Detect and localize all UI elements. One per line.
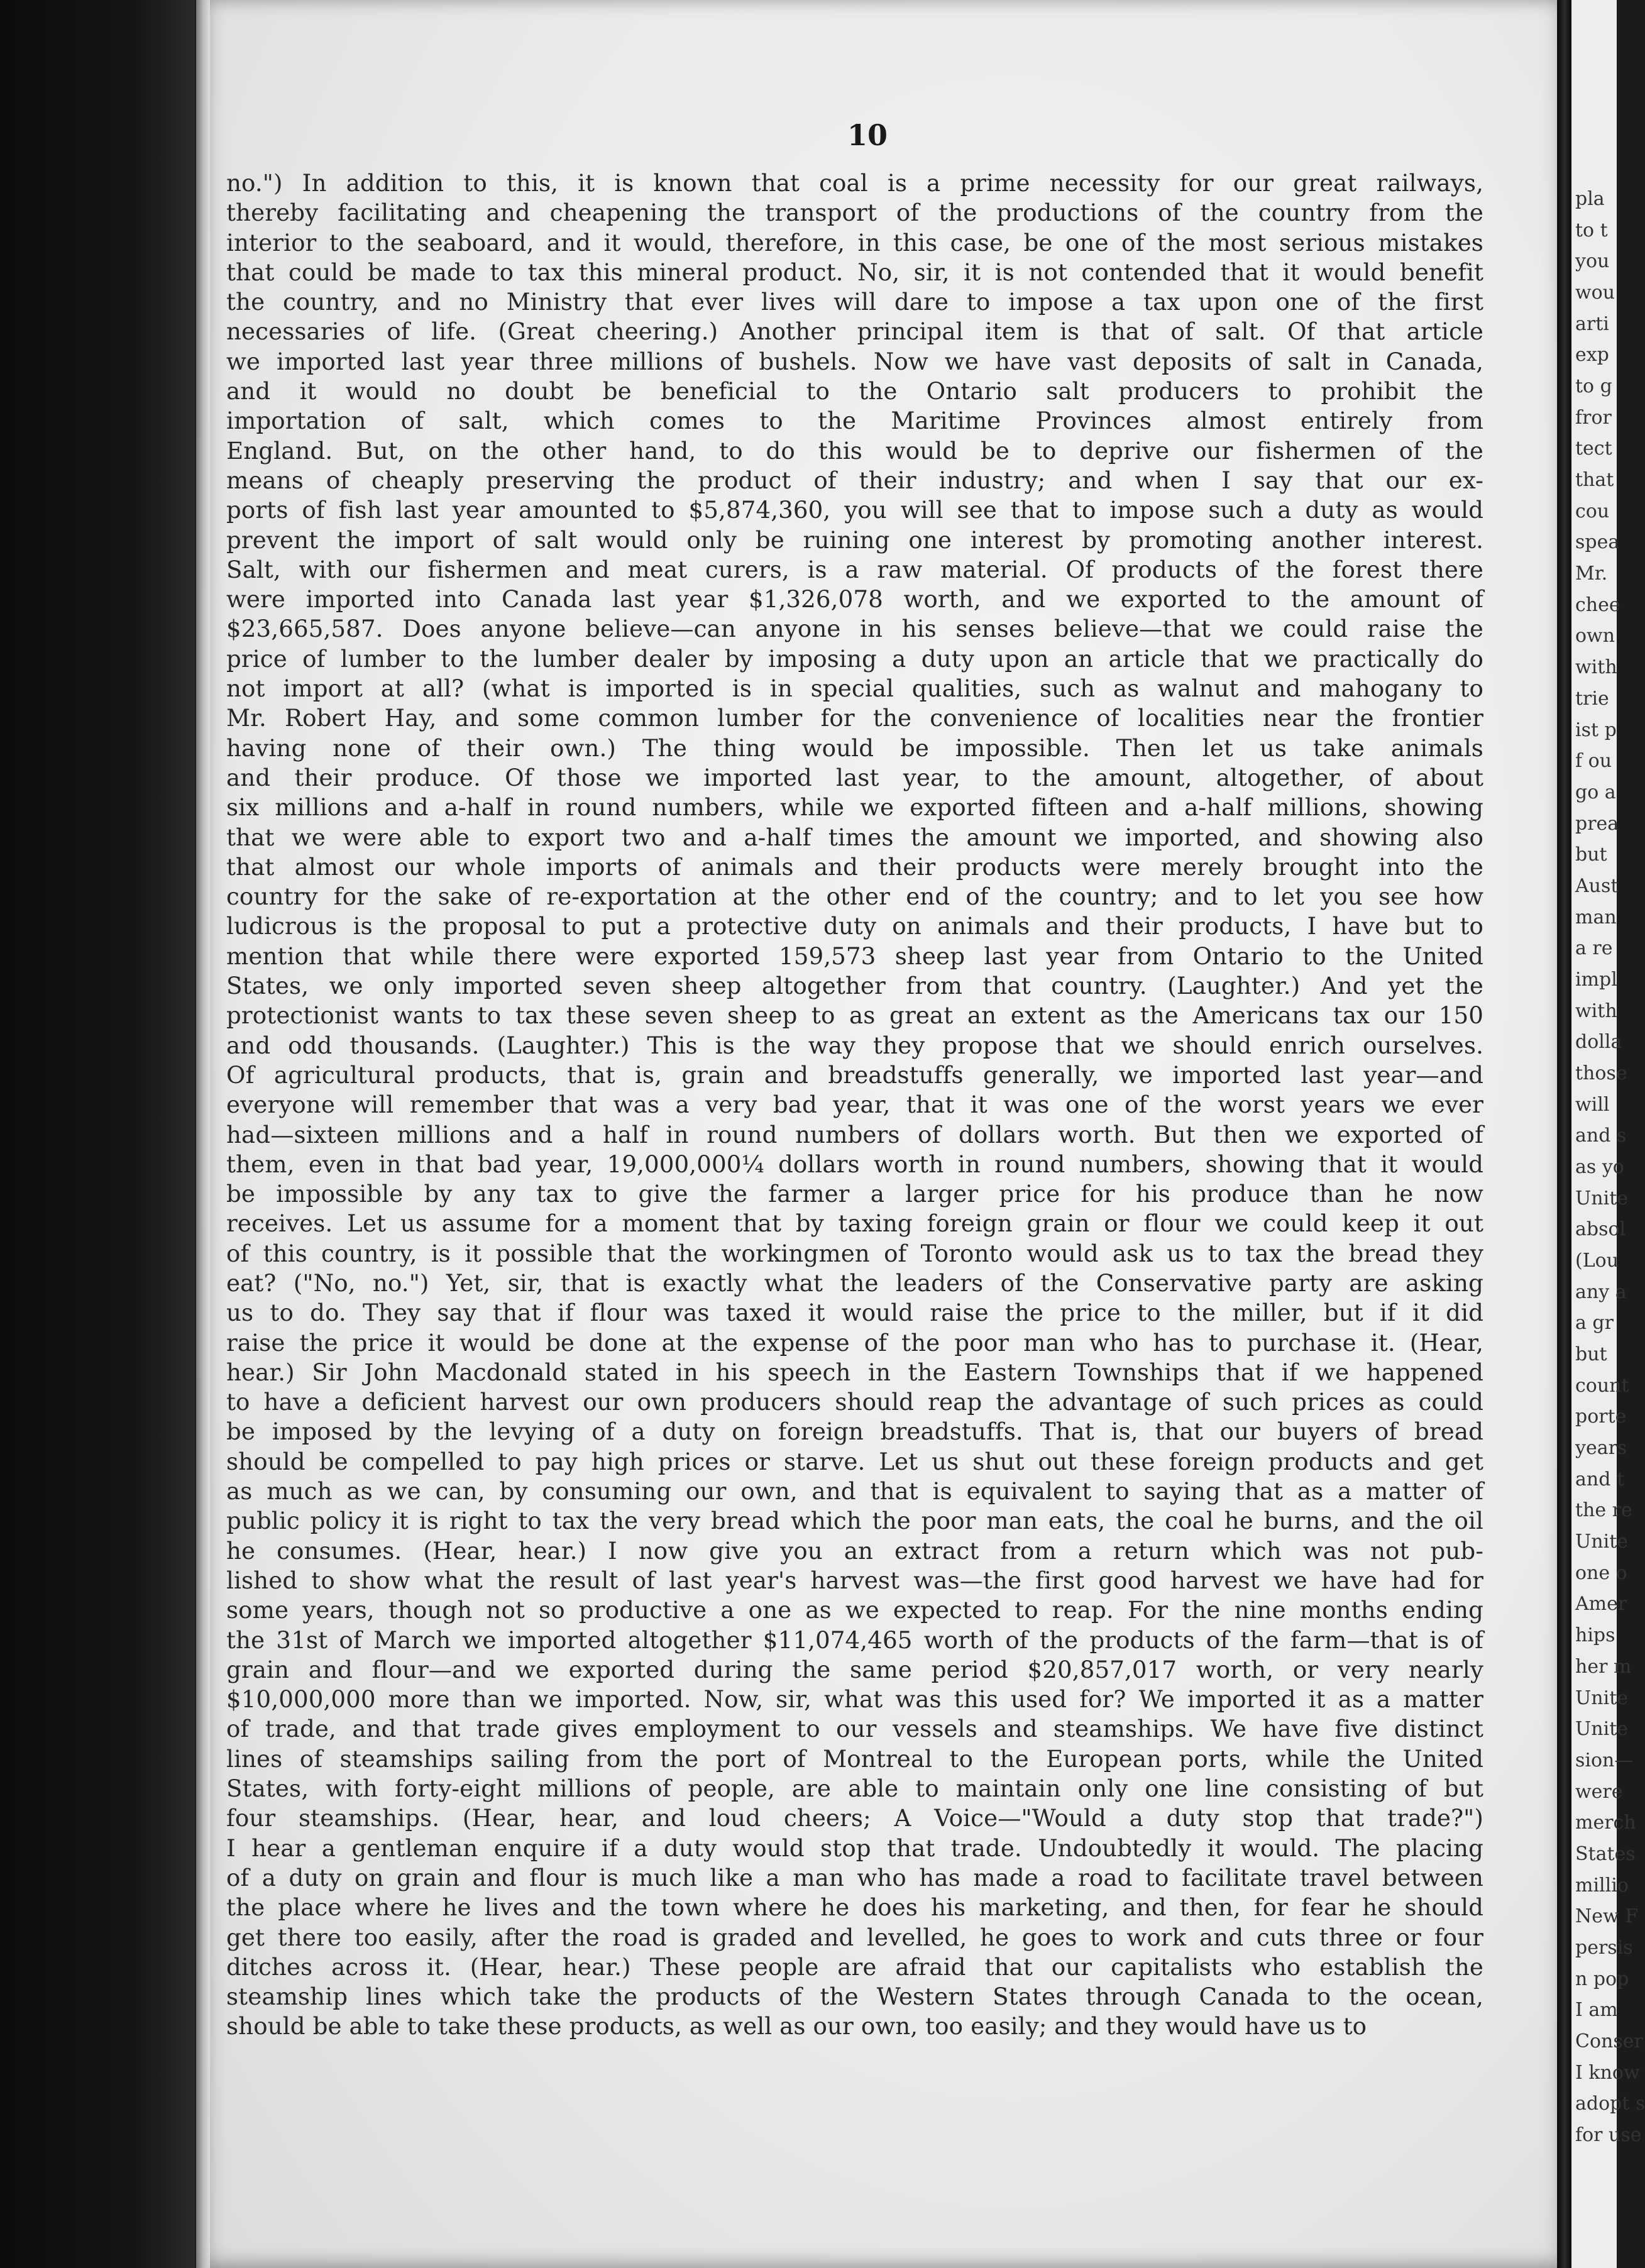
adjacent-page-text-fragment: those [1575, 1062, 1627, 1084]
text-line: the country, and no Ministry that ever lives will dare to impose a tax upon one of the first [226, 288, 1483, 316]
adjacent-page-text-fragment: ist p [1575, 719, 1617, 741]
text-line: he consumes. (Hear, hear.) I now give you an extract from a return which was not pub- [226, 1536, 1483, 1565]
adjacent-page-text-fragment: with [1575, 656, 1617, 678]
adjacent-page-text-fragment: own [1575, 625, 1615, 647]
adjacent-page-text-fragment: any a [1575, 1281, 1627, 1303]
adjacent-page-text-fragment: dolla [1575, 1031, 1622, 1053]
adjacent-page-text-fragment: one o [1575, 1562, 1627, 1584]
adjacent-page-text-fragment: cou [1575, 500, 1610, 522]
adjacent-page-text-fragment: (Lou [1575, 1250, 1619, 1272]
adjacent-page-text-fragment: for use [1575, 2124, 1642, 2146]
text-line: the place where he lives and the town where he does his marketing, and then, for fear he should [226, 1893, 1483, 1922]
adjacent-page-text-fragment: wou [1575, 282, 1615, 304]
adjacent-page-text-fragment: the re [1575, 1499, 1632, 1521]
adjacent-page-text-fragment: chee [1575, 594, 1620, 616]
adjacent-page-text-fragment: a re [1575, 937, 1613, 959]
adjacent-page-text-fragment: porte [1575, 1406, 1627, 1428]
adjacent-page-text-fragment: fror [1575, 407, 1612, 429]
text-line: means of cheaply preserving the product of their industry; and when I say that our ex- [226, 466, 1483, 494]
text-line: $10,000,000 more than we imported. Now, sir, what was this used for? We imported it as a matter [226, 1685, 1483, 1714]
adjacent-page-text-fragment: arti [1575, 313, 1609, 335]
text-line: some years, though not so productive a one as we expected to reap. For the nine months ending [226, 1596, 1483, 1624]
text-line: get there too easily, after the road is graded and levelled, he goes to work and cuts three or four [226, 1923, 1483, 1951]
adjacent-page-text-fragment: tect [1575, 438, 1612, 460]
adjacent-page-text-fragment: to t [1575, 219, 1608, 241]
text-line: we imported last year three millions of bushels. Now we have vast deposits of salt in Canada, [226, 347, 1483, 375]
text-line: of trade, and that trade gives employment to our vessels and steamships. We have five distinct [226, 1715, 1483, 1743]
adjacent-page-text-fragment: were [1575, 1781, 1623, 1803]
adjacent-page-text-fragment: spea [1575, 531, 1620, 553]
text-line: thereby facilitating and cheapening the transport of the productions of the country from the [226, 199, 1483, 227]
text-line: price of lumber to the lumber dealer by imposing a duty upon an article that we practically do [226, 644, 1483, 673]
text-line: everyone will remember that was a very bad year, that it was one of the worst years we ever [226, 1091, 1483, 1119]
text-line: protectionist wants to tax these seven sheep to as great an extent as the Americans tax our 150 [226, 1001, 1483, 1030]
adjacent-page-text-fragment: absol [1575, 1218, 1626, 1240]
adjacent-page-text-fragment: prea [1575, 813, 1619, 835]
adjacent-page-text-fragment: but [1575, 844, 1607, 866]
adjacent-page-text-fragment: Mr. [1575, 563, 1608, 585]
adjacent-page-text-fragment: and t [1575, 1468, 1625, 1490]
adjacent-page-text-fragment: trie [1575, 688, 1609, 710]
adjacent-page-text-fragment: pla [1575, 188, 1605, 210]
adjacent-page-text-fragment: New F [1575, 1905, 1639, 1927]
text-line: lished to show what the result of last year's harvest was—the first good harvest we have had for [226, 1566, 1483, 1594]
adjacent-page-text-fragment: Unite [1575, 1687, 1629, 1709]
text-line: to have a deficient harvest our own producers should reap the advantage of such prices as could [226, 1388, 1483, 1416]
adjacent-page-text-fragment: Amer [1575, 1593, 1627, 1615]
text-line: States, with forty-eight millions of people, are able to maintain only one line consisting of but [226, 1775, 1483, 1803]
text-line: that almost our whole imports of animals and their products were merely brought into the [226, 852, 1483, 881]
text-line: $23,665,587. Does anyone believe—can anyone in his senses believe—that we could raise the [226, 615, 1483, 643]
text-line: six millions and a-half in round numbers, while we exported fifteen and a-half millions, showing [226, 793, 1483, 822]
text-line: hear.) Sir John Macdonald stated in his speech in the Eastern Townships that if we happened [226, 1358, 1483, 1386]
adjacent-page-text-fragment: and s [1575, 1125, 1627, 1147]
text-line: not import at all? (what is imported is in special qualities, such as walnut and mahogany to [226, 674, 1483, 703]
text-line: and odd thousands. (Laughter.) This is the way they propose that we should enrich ourselves. [226, 1031, 1483, 1059]
text-line: had—sixteen millions and a half in round numbers of dollars worth. But then we exported of [226, 1120, 1483, 1148]
text-line: England. But, on the other hand, to do this would be to deprive our fishermen of the [226, 436, 1483, 465]
adjacent-page-text-fragment: but [1575, 1343, 1607, 1365]
adjacent-page-text-fragment: her m [1575, 1656, 1632, 1678]
text-line: four steamships. (Hear, hear, and loud cheers; A Voice—"Would a duty stop that trade?") [226, 1804, 1483, 1832]
adjacent-page-text-fragment: States [1575, 1843, 1636, 1865]
page-binding-shadow [196, 0, 210, 2268]
text-line: the 31st of March we imported altogether $11,074,465 worth of the products of the farm—that is of [226, 1626, 1483, 1654]
text-line: be imposed by the levying of a duty on foreign breadstuffs. That is, that our buyers of bread [226, 1418, 1483, 1446]
text-line: as much as we can, by consuming our own, and that is equivalent to saying that as a matter of [226, 1477, 1483, 1506]
adjacent-page-text-fragment: that [1575, 469, 1614, 491]
adjacent-page-text-fragment: exp [1575, 344, 1609, 366]
adjacent-page-text-fragment: impl [1575, 969, 1617, 991]
text-line: States, we only imported seven sheep altogether from that country. (Laughter.) And yet the [226, 972, 1483, 1000]
text-line: that we were able to export two and a-half times the amount we imported, and showing also [226, 823, 1483, 851]
adjacent-page-text-fragment: persis [1575, 1937, 1633, 1959]
text-line: should be compelled to pay high prices or starve. Let us shut out these foreign products and get [226, 1447, 1483, 1475]
text-line: ditches across it. (Hear, hear.) These people are afraid that our capitalists who establish the [226, 1952, 1483, 1981]
adjacent-page-text-fragment: Unite [1575, 1718, 1629, 1740]
text-line: should be able to take these products, as well as our own, too easily; and they would have us to [226, 2012, 1367, 2040]
text-line: prevent the import of salt would only be ruining one interest by promoting another interest. [226, 526, 1483, 554]
text-line: and their produce. Of those we imported last year, to the amount, altogether, of about [226, 763, 1483, 791]
adjacent-page-text-fragment: years [1575, 1437, 1627, 1459]
adjacent-page-text-fragment: go a [1575, 781, 1616, 803]
adjacent-page-text-fragment: with [1575, 1000, 1617, 1022]
text-line: lines of steamships sailing from the port of Montreal to the European ports, while the United [226, 1744, 1483, 1773]
text-line: mention that while there were exported 159,573 sheep last year from Ontario to the United [226, 942, 1483, 970]
text-line: that could be made to tax this mineral product. No, sir, it is not contended that it would benefit [226, 258, 1483, 286]
text-line: and it would no doubt be beneficial to the Ontario salt producers to prohibit the [226, 377, 1483, 405]
text-line: having none of their own.) The thing would be impossible. Then let us take animals [226, 734, 1483, 762]
adjacent-page-text-fragment: man [1575, 906, 1617, 928]
text-line: importation of salt, which comes to the Maritime Provinces almost entirely from [226, 407, 1483, 435]
text-line: country for the sake of re-exportation at the other end of the country; and to let you see how [226, 883, 1483, 911]
adjacent-page-text-fragment: Unite [1575, 1531, 1629, 1553]
text-line: eat? ("No, no.") Yet, sir, that is exactly what the leaders of the Conservative party are asking [226, 1269, 1483, 1297]
adjacent-page-text-fragment: sion— [1575, 1749, 1634, 1771]
adjacent-page-fragment [1571, 0, 1645, 2268]
text-line: of this country, is it possible that the workingmen of Toronto would ask us to tax the bread they [226, 1239, 1483, 1267]
text-line: ports of fish last year amounted to $5,874,360, you will see that to impose such a duty as would [226, 496, 1483, 524]
text-line: them, even in that bad year, 19,000,000¼ dollars worth in round numbers, showing that it would [226, 1150, 1483, 1178]
adjacent-page-text-fragment: adopt s [1575, 2093, 1645, 2115]
adjacent-page-text-fragment: count [1575, 1375, 1629, 1397]
text-line: us to do. They say that if flour was taxed it would raise the price to the miller, but if it did [226, 1299, 1483, 1327]
text-line: Of agricultural products, that is, grain and breadstuffs generally, we imported last year—and [226, 1060, 1483, 1089]
adjacent-page-text-fragment: to g [1575, 375, 1612, 397]
adjacent-page-text-fragment: as yo [1575, 1156, 1624, 1178]
adjacent-page-text-fragment: Unite [1575, 1187, 1629, 1209]
adjacent-page-text-fragment: hips [1575, 1624, 1615, 1646]
text-line: public policy it is right to tax the very bread which the poor man eats, the coal he burns, and the oil [226, 1507, 1483, 1535]
adjacent-page-text-fragment: Aust [1575, 875, 1619, 897]
text-line: grain and flour—and we exported during the same period $20,857,017 worth, or very nearly [226, 1655, 1483, 1683]
page-number: 10 [847, 118, 888, 152]
text-line: I hear a gentleman enquire if a duty would stop that trade. Undoubtedly it would. The placing [226, 1834, 1483, 1862]
text-line: raise the price it would be done at the expense of the poor man who has to purchase it. (Hear, [226, 1328, 1483, 1357]
scan-background-left [0, 0, 195, 2268]
adjacent-page-text-fragment: Conser [1575, 2030, 1643, 2052]
adjacent-page-text-fragment: merch [1575, 1812, 1636, 1834]
text-line: steamship lines which take the products of the Western States through Canada to the ocean, [226, 1983, 1483, 2011]
body-text [226, 168, 1483, 2042]
text-line: necessaries of life. (Great cheering.) Another principal item is that of salt. Of that article [226, 317, 1483, 346]
text-line: receives. Let us assume for a moment that by taxing foreign grain or flour we could keep it out [226, 1209, 1483, 1238]
adjacent-page-text-fragment: I am [1575, 1999, 1618, 2021]
text-line: interior to the seaboard, and it would, therefore, in this case, be one of the most serious mistakes [226, 228, 1483, 256]
text-line: ludicrous is the proposal to put a protective duty on animals and their products, I have but to [226, 912, 1483, 940]
page-gutter [1558, 0, 1571, 2268]
adjacent-page-text-fragment: will [1575, 1094, 1610, 1116]
text-line: of a duty on grain and flour is much like a man who has made a road to facilitate travel between [226, 1863, 1483, 1891]
text-line: Mr. Robert Hay, and some common lumber for the convenience of localities near the frontier [226, 704, 1483, 732]
adjacent-page-text-fragment: you [1575, 250, 1610, 272]
text-line: no.") In addition to this, it is known that coal is a prime necessity for our great railways, [226, 169, 1483, 197]
adjacent-page-text-fragment: n pop [1575, 1968, 1629, 1990]
adjacent-page-text-fragment: millio [1575, 1874, 1629, 1896]
adjacent-page-text-fragment: f ou [1575, 750, 1612, 772]
adjacent-page-text-fragment: I know [1575, 2062, 1640, 2084]
text-line: were imported into Canada last year $1,326,078 worth, and we exported to the amount of [226, 585, 1483, 614]
text-line: be impossible by any tax to give the farmer a larger price for his produce than he now [226, 1180, 1483, 1208]
text-line: Salt, with our fishermen and meat curers, is a raw material. Of products of the forest there [226, 555, 1483, 583]
adjacent-page-text-fragment: a gr [1575, 1312, 1614, 1334]
